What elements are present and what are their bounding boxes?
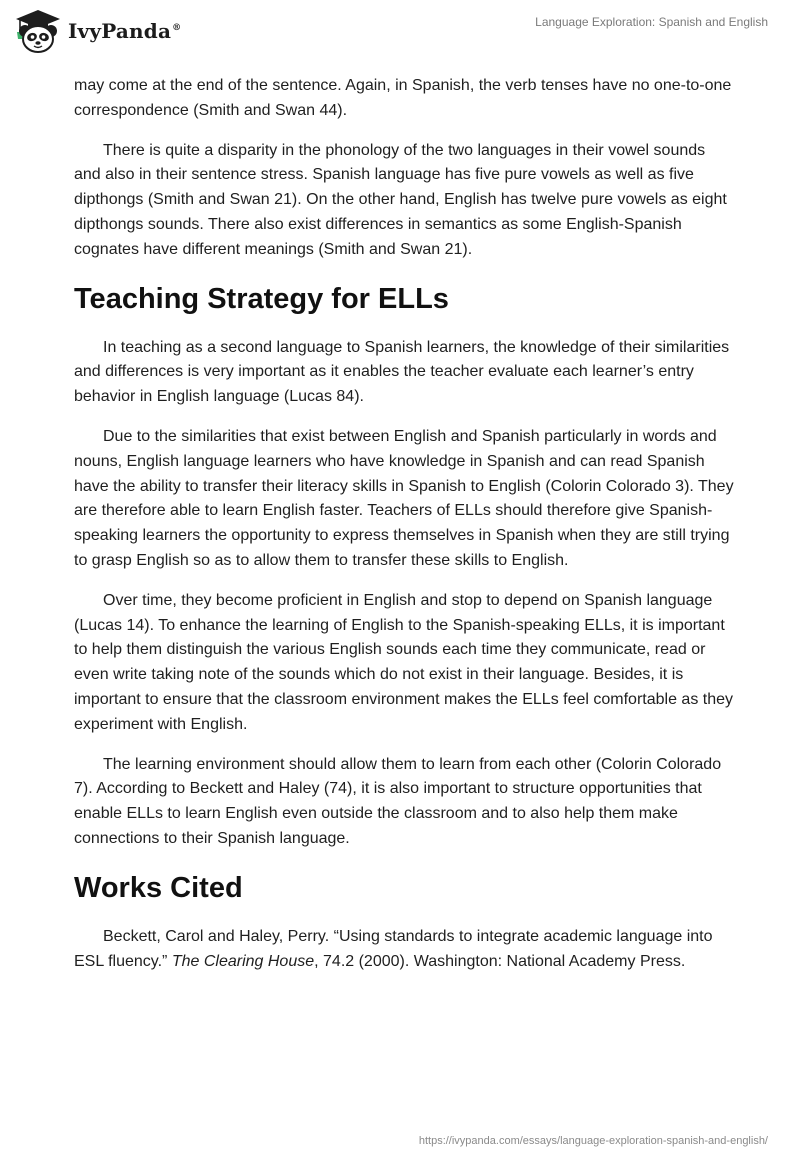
- section-heading-works-cited: Works Cited: [74, 871, 243, 904]
- paragraph: There is quite a disparity in the phonology of the two languages in their vowel sounds and also in their sentence stress. Spanish language has five pure vowels as well as five dipthongs (Smith and Swan 21). On the other hand, English has twelve pure vowels as eight dipthongs sounds. There also exist differences in semantics as some English-Spanish cognates have different meanings (Smith and Swan 21).: [74, 141, 727, 258]
- paragraph: Due to the similarities that exist between English and Spanish particularly in words and nouns, English language learners who have knowledge in Spanish and can read Spanish have the ability to transfer their literacy skills in Spanish to English (Colorin Colorado 3). They are therefore able to learn English faster. Teachers of ELLs should therefore give Spanish-speaking learners the opportunity to express themselves in Spanish when they are still trying to grasp English so as to allow them to transfer these skills to English.: [74, 427, 734, 569]
- citation-journal-title: The Clearing House: [171, 952, 315, 970]
- citation-entry: Beckett, Carol and Haley, Perry. “Using standards to integrate academic language into ESL fluency.” The Clearing House, 74.2 (2000). Washington: National Academy Press.: [74, 927, 713, 970]
- source-url[interactable]: https://ivypanda.com/essays/language-exploration-spanish-and-english/: [418, 1135, 768, 1147]
- panda-graduate-icon: [14, 8, 62, 54]
- paragraph: In teaching as a second language to Spanish learners, the knowledge of their similarities and differences is very important as it enables the teacher evaluate each learner’s entry behavior in English language (Lucas 84).: [74, 338, 730, 406]
- paragraph: Over time, they become proficient in English and stop to depend on Spanish language (Lucas 14). To enhance the learning of English to the Spanish-speaking ELLs, it is important to help them distinguish the various English sounds each time they communicate, read or even write taking note of the sounds which do not exist in their language. Besides, it is important to ensure that the classroom environment makes the ELLs feel comfortable as they experiment with English.: [74, 591, 733, 733]
- paragraph: The learning environment should allow them to learn from each other (Colorin Colorado 7). According to Beckett and Haley (74), it is also important to structure opportunities that enable ELLs to learn English even outside the classroom and to also help them make connections to their Spanish language.: [74, 755, 722, 847]
- section-heading-teaching-strategy: Teaching Strategy for ELLs: [74, 282, 449, 315]
- paragraph: may come at the end of the sentence. Again, in Spanish, the verb tenses have no one-to-one correspondence (Smith and Swan 44).: [74, 77, 732, 119]
- brand-name: IvyPanda®: [68, 19, 182, 43]
- page-header: [0, 0, 800, 70]
- essay-body: [74, 74, 734, 989]
- ivypanda-logo[interactable]: [14, 8, 181, 54]
- document-title: Language Exploration: Spanish and English: [535, 15, 768, 29]
